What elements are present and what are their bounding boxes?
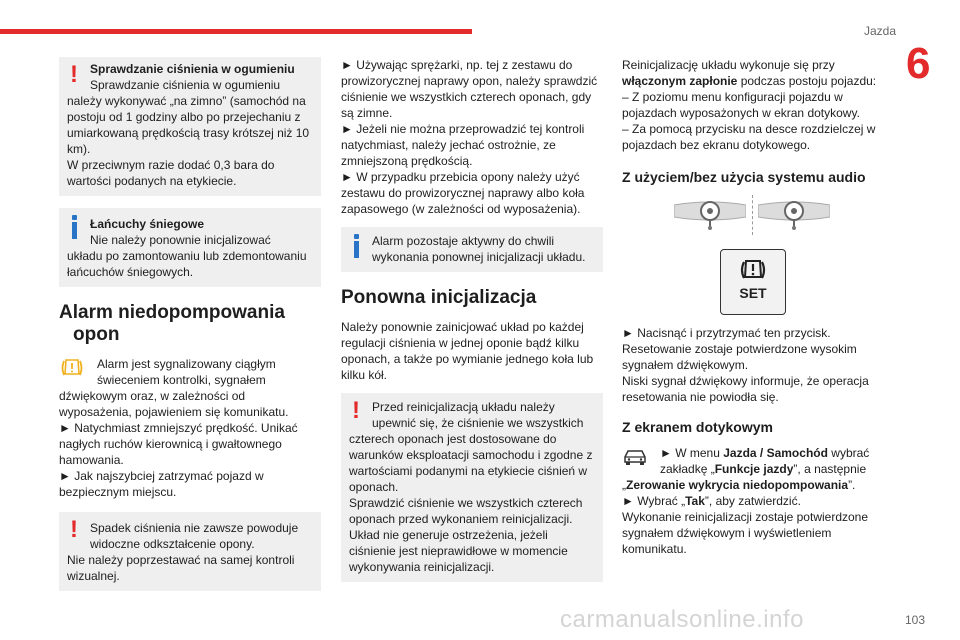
instruction-3: ► W przypadku przebicia opony należy użyć zestawu do prowizorycznej naprawy albo koła zapasowego (w zależności od wyposażenia).: [341, 170, 585, 216]
warning-box-before-reinit: [341, 393, 603, 582]
header-accent-bar: [0, 29, 472, 34]
steering-wheel-icon: [674, 195, 746, 231]
reinit-intro: [622, 57, 884, 153]
box-text-2: Sprawdzić ciśnienie we wszystkich czterech oponach przed wykonaniem reinicjalizacji.: [349, 496, 583, 526]
alarm-step-1: ► Natychmiast zmniejszyć prędkość. Unikać nagłych ruchów kierownicą i gwałtownego hamowania.: [59, 421, 298, 467]
warning-exclamation-icon: !: [70, 516, 78, 543]
box-title: Łańcuchy śniegowe: [90, 217, 205, 231]
box-text-first-line: Przed reinicjalizacją układu należy upewnić się, że ciśnienie we wszystkich: [372, 400, 584, 430]
divider: [752, 195, 753, 235]
confirm-high: Resetowanie zostaje potwierdzone wysokim sygnałem dźwiękowym.: [622, 342, 857, 372]
chapter-number: 6: [906, 39, 931, 88]
box-title: Sprawdzanie ciśnienia w ogumieniu: [90, 62, 295, 76]
info-box-alarm-active: [341, 227, 603, 272]
box-text: Nie należy poprzestawać na samej kontroli wizualnej.: [67, 553, 295, 583]
steering-wheel-icon: [758, 195, 830, 231]
reset-option: „Zerowanie wykrycia niedopompowania”.: [622, 478, 856, 492]
set-button-label: SET: [739, 285, 767, 301]
column-right: [622, 57, 884, 557]
column-middle: [341, 57, 603, 594]
info-icon: [70, 215, 79, 239]
subtitle-audio-system: Z użyciem/bez użycia systemu audio: [622, 169, 866, 185]
reinit-description: [341, 319, 603, 383]
confirm-low: Niski sygnał dźwiękowy informuje, że operacja resetowania nie powiodła się.: [622, 374, 869, 404]
car-icon: [622, 447, 648, 467]
info-box-snow-chains: [59, 208, 321, 287]
chapter-title: Jazda: [863, 24, 896, 38]
reinit-text: Należy ponownie zainicjować układ po każdej regulacji ciśnienia w jednej oponie bądź kilku oponach, a także po wymianie jednego koła lub kilku kół.: [341, 320, 594, 382]
confirm-step: ► Wybrać „Tak”, aby zatwierdzić.: [622, 494, 801, 508]
menu-step: ► W menu Jazda / Samochód wybrać: [660, 446, 870, 460]
option-2: – Za pomocą przycisku na desce rozdzielczej w pojazdach bez ekranu dotykowego.: [622, 122, 876, 152]
warning-exclamation-icon: !: [352, 397, 360, 424]
warning-exclamation-icon: !: [70, 61, 78, 88]
alarm-step-2: ► Jak najszybciej zatrzymać pojazd w bezpiecznym miejscu.: [59, 469, 264, 499]
section-title-reinitialisation: Ponowna inicjalizacja: [341, 287, 537, 308]
box-text: czterech oponach jest dostosowane do warunków eksploatacji samochodu i zgodne z wartościami podanymi na etykiecie ciśnień w oponach.: [349, 432, 593, 494]
box-text-extra: W przeciwnym razie dodać 0,3 bara do wartości podanych na etykiecie.: [67, 158, 275, 188]
info-icon: [352, 234, 361, 258]
column-left: [59, 57, 321, 603]
instruction-1: ► Używając sprężarki, np. tej z zestawu do prowizorycznej naprawy opon, należy sprawdzić ciśnienie we wszystkich czterech oponach, gdy są zimne.: [341, 58, 598, 120]
box-text: należy wykonywać „na zimno” (samochód na postoju od 1 godziny albo po przejechaniu z umiarkowaną prędkością trasy krótszej niż 10 km).: [67, 94, 310, 156]
section-title-underinflation-alert: Alarm niedopompowania opon: [59, 302, 285, 345]
watermark: carmanualsonline.info: [560, 606, 804, 633]
subtitle-touchscreen: Z ekranem dotykowym: [622, 419, 773, 435]
tyre-pressure-icon: [738, 258, 768, 282]
set-button[interactable]: [720, 249, 786, 315]
option-1: – Z poziomu menu konfiguracji pojazdu w pojazdach wyposażonych w ekran dotykowy.: [622, 90, 860, 120]
set-instructions: [622, 325, 884, 405]
tab-step: zakładkę „Funkcje jazdy”, a następnie: [660, 462, 867, 476]
box-text-first-line: Spadek ciśnienia nie zawsze powoduje widoczne odkształcenie opony.: [90, 521, 299, 551]
box-text: układu po zamontowaniu lub zdemontowaniu łańcuchów śniegowych.: [67, 249, 307, 279]
final-confirmation: Wykonanie reinicjalizacji zostaje potwierdzone sygnałem dźwiękowym i wyświetleniem komunikatu.: [622, 510, 869, 556]
dashboard-illustration: [622, 195, 884, 315]
warning-box-pressure-check: [59, 57, 321, 196]
alarm-text: dźwiękowym oraz, w zależności od wyposażenia, pojawieniem się komunikatu.: [59, 389, 289, 419]
instruction-2: ► Jeżeli nie można przeprowadzić tej kontroli natychmiast, należy jechać ostrożnie, ze zmniejszoną prędkością.: [341, 122, 585, 168]
intro-text: Reinicjalizację układu wykonuje się przy włączonym zapłonie podczas postoju pojazdu:: [622, 58, 877, 88]
press-step: ► Nacisnąć i przytrzymać ten przycisk.: [622, 326, 831, 340]
page-number: 103: [905, 613, 926, 627]
touchscreen-instructions: [622, 445, 884, 557]
alarm-lead-text: Alarm jest sygnalizowany ciągłym świeceniem kontrolki, sygnałem: [97, 357, 276, 387]
tyre-pressure-warning-icon: [59, 357, 85, 379]
instructions: [341, 57, 603, 217]
warning-box-visual-check: [59, 512, 321, 591]
box-text: Alarm pozostaje aktywny do chwili wykonania ponownej inicjalizacji układu.: [372, 234, 586, 264]
box-text-first-line: Sprawdzanie ciśnienia w ogumieniu: [90, 78, 281, 92]
box-text-3: Układ nie generuje ostrzeżenia, jeżeli ciśnienie jest nieprawidłowe w momencie wykonywania reinicjalizacji.: [349, 528, 568, 574]
box-text-first-line: Nie należy ponownie inicjalizować: [90, 233, 271, 247]
alarm-description: [59, 356, 321, 500]
